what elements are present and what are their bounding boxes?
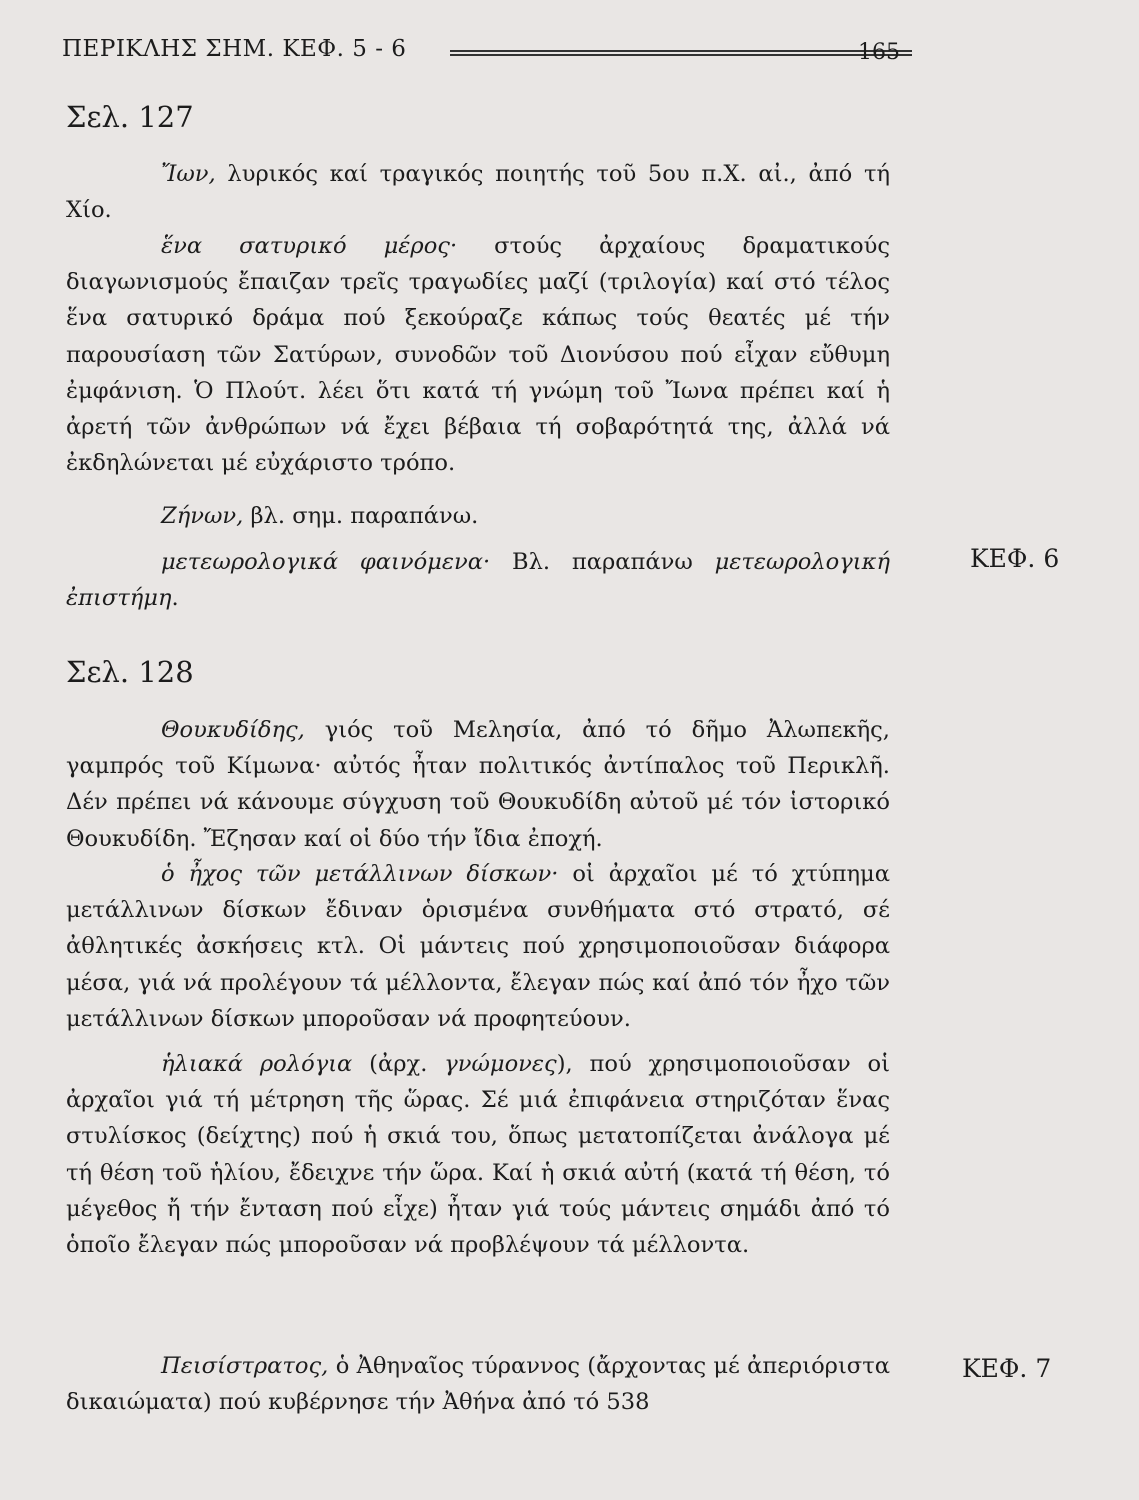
- header-title: ΠΕΡΙΚΛΗΣ ΣΗΜ. ΚΕΦ. 5 - 6: [62, 36, 407, 62]
- gloss-text: οἱ ἀρχαῖοι μέ τό χτύπημα μετάλλινων δίσκων ἔδιναν ὁρισμένα συνθήματα στό στρατό, σέ ἀθλητικές ἀσκήσεις κτλ. Οἱ μάντεις πού χρησιμοποιοῦσαν διάφορα μέσα, γιά νά προλέγουν τά μέλλοντα, ἔλεγαν πώς καί ἀπό τόν ἦχο τῶν μετάλλινων δίσκων μποροῦσαν νά προφητεύουν.: [66, 861, 890, 1032]
- page-number: 165: [858, 40, 900, 65]
- gloss-text: .: [171, 585, 179, 612]
- gloss-text: Βλ. παραπάνω: [490, 549, 715, 575]
- gloss-entry-meteorology: [66, 544, 890, 616]
- gloss-term-cross-ref: μετεωρολογική ἐπιστήμη: [66, 549, 890, 612]
- gloss-term: μετεωρολογικά φαινόμενα·: [161, 549, 491, 575]
- gloss-text: βλ. σημ. παραπάνω.: [243, 503, 479, 529]
- section-heading-127: Σελ. 127: [66, 100, 194, 134]
- gloss-term: ἡλιακά ρολόγια: [161, 1051, 353, 1077]
- margin-chapter-7: ΚΕΦ. 7: [962, 1354, 1052, 1383]
- header-rule: [450, 50, 912, 58]
- gloss-term-archaic: γνώμονες: [444, 1051, 557, 1077]
- gloss-term: Ἴων,: [161, 161, 216, 187]
- gloss-term: Πεισίστρατος,: [161, 1353, 329, 1379]
- gloss-text: (ἀρχ.: [352, 1051, 445, 1077]
- gloss-entry-metal-discs: [66, 856, 890, 1037]
- gloss-entry-zenon: [66, 498, 890, 534]
- gloss-entry-ion: [66, 156, 890, 228]
- gloss-term: ἕνα σατυρικό μέρος·: [161, 233, 458, 259]
- gloss-text: γιός τοῦ Μελησία, ἀπό τό δῆμο Ἀλωπεκῆς, γαμπρός τοῦ Κίμωνα· αὐτός ἦταν πολιτικός ἀντίπαλος τοῦ Περικλῆ. Δέν πρέπει νά κάνουμε σύγχυση τοῦ Θουκυδίδη αὐτοῦ μέ τόν ἱστορικό Θουκυδίδη. Ἔζησαν καί οἱ δύο τήν ἴδια ἐποχή.: [66, 717, 890, 852]
- gloss-term: ὁ ἦχος τῶν μετάλλινων δίσκων·: [161, 861, 559, 887]
- gloss-text: στούς ἀρχαίους δραματικούς διαγωνισμούς ἔπαιζαν τρεῖς τραγωδίες μαζί (τριλογία) καί στό τέλος ἕνα σατυρικό δράμα πού ξεκούραζε κάπως τούς θεατές μέ τήν παρουσίαση τῶν Σατύρων, συνοδῶν τοῦ Διονύσου πού εἶχαν εὔθυμη ἐμφάνιση. Ὁ Πλούτ. λέει ὅτι κατά τή γνώμη τοῦ Ἴωνα πρέπει καί ἡ ἀρετή τῶν ἀνθρώπων νά ἔχει βέβαια τή σοβαρότητά της, ἀλλά νά ἐκδηλώνεται μέ εὐχάριστο τρόπο.: [66, 233, 891, 477]
- gloss-entry-sundials: [66, 1046, 890, 1263]
- gloss-term: Θουκυδίδης,: [161, 717, 305, 743]
- section-heading-128: Σελ. 128: [66, 655, 194, 689]
- margin-chapter-6: ΚΕΦ. 6: [970, 544, 1060, 573]
- gloss-entry-peisistratos: [66, 1348, 890, 1420]
- gloss-text: ὁ Ἀθηναῖος τύραννος (ἄρχοντας μέ ἀπεριόριστα δικαιώματα) πού κυβέρνησε τήν Ἀθήνα ἀπό τό 538: [66, 1353, 890, 1416]
- gloss-text: ), πού χρησιμοποιοῦσαν οἱ ἀρχαῖοι γιά τή μέτρηση τῆς ὥρας. Σέ μιά ἐπιφάνεια στηριζόταν ἕνας στυλίσκος (δείχτης) πού ἡ σκιά του, ὅπως μετατοπίζεται ἀνάλογα μέ τή θέση τοῦ ἡλίου, ἔδειχνε τήν ὥρα. Καί ἡ σκιά αὐτή (κατά τή θέση, τό μέγεθος ἤ τήν ἔνταση πού εἶχε) ἦταν γιά τούς μάντεις σημάδι ἀπό τό ὁποῖο ἔλεγαν πώς μποροῦσαν νά προβλέψουν τά μέλλοντα.: [66, 1051, 890, 1259]
- gloss-term: Ζήνων,: [161, 503, 244, 529]
- gloss-entry-satyr-play: [66, 228, 890, 481]
- running-header: [62, 36, 900, 76]
- gloss-text: λυρικός καί τραγικός ποιητής τοῦ 5ου π.Χ. αἰ., ἀπό τή Χίο.: [66, 161, 890, 224]
- gloss-entry-thucydides: [66, 712, 890, 857]
